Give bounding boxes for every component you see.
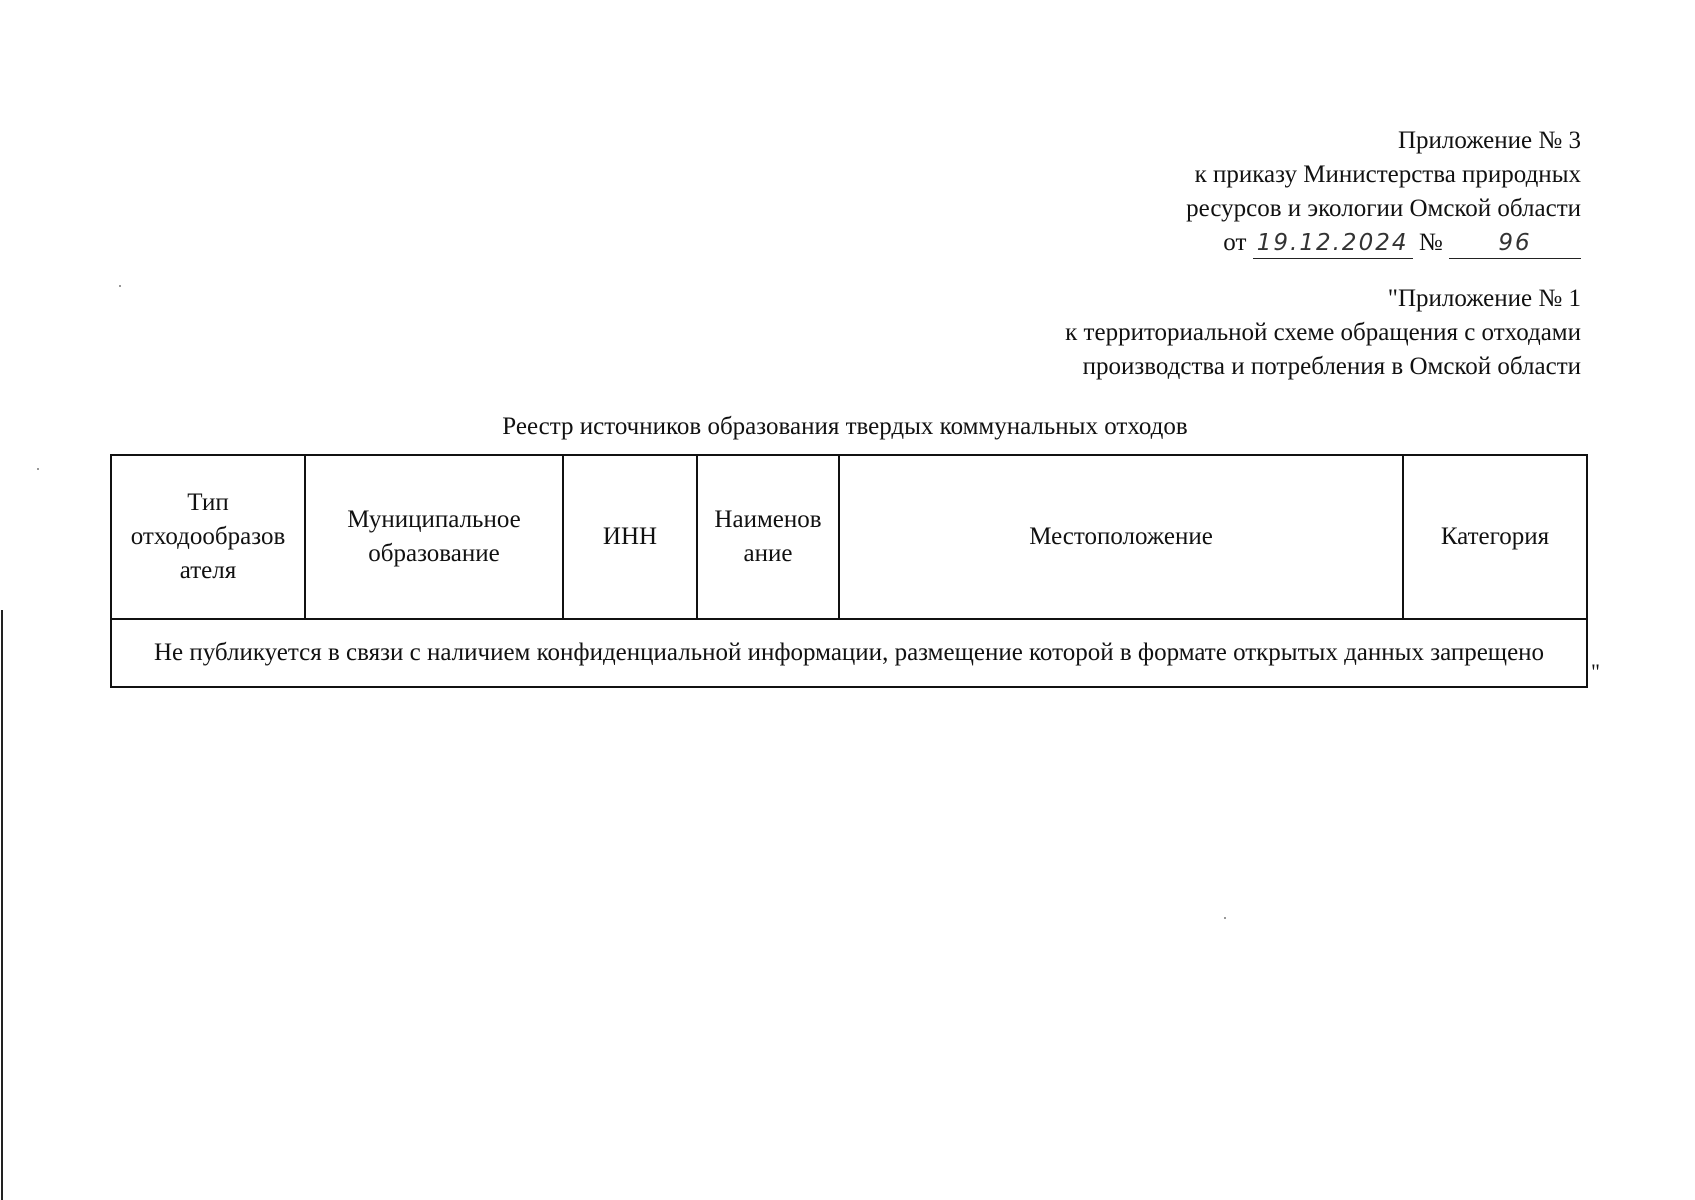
confidential-notice-cell: Не публикуется в связи с наличием конфиденциальной информации, размещение которой в формате открытых данных запрещено <box>111 619 1587 687</box>
appendix-line-2: к территориальной схеме обращения с отходами <box>1065 319 1581 346</box>
appendix-reference-block <box>1065 282 1581 384</box>
document-title: Реестр источников образования твердых коммунальных отходов <box>502 413 1188 440</box>
table-row <box>111 619 1587 687</box>
closing-quote-mark: " <box>1591 659 1600 684</box>
column-header-municipality: Муниципальное образование <box>305 455 563 619</box>
appendix-line-1: "Приложение № 1 <box>1387 285 1581 312</box>
order-reference-block <box>1186 124 1581 260</box>
header-line-3: ресурсов и экологии Омской области <box>1186 195 1581 222</box>
scan-speck <box>119 285 121 287</box>
column-header-category: Категория <box>1403 455 1587 619</box>
scan-speck <box>37 468 39 470</box>
number-prefix: № <box>1418 229 1443 256</box>
scan-speck <box>1224 917 1226 919</box>
scan-edge-line <box>1 610 3 1200</box>
order-date-handwritten: 19.12.2024 <box>1253 228 1413 259</box>
registry-table <box>110 454 1588 688</box>
header-line-1: Приложение № 3 <box>1397 127 1581 154</box>
order-date-number-line <box>1186 226 1581 260</box>
appendix-line-3: производства и потребления в Омской области <box>1082 353 1581 380</box>
column-header-inn: ИНН <box>563 455 697 619</box>
column-header-location: Местоположение <box>839 455 1403 619</box>
date-prefix: от <box>1223 229 1247 256</box>
order-number-handwritten: 96 <box>1449 228 1581 259</box>
header-line-2: к приказу Министерства природных <box>1194 161 1581 188</box>
column-header-type: Тип отходообразов ателя <box>111 455 305 619</box>
column-header-name: Наименов ание <box>697 455 839 619</box>
table-header-row <box>111 455 1587 619</box>
